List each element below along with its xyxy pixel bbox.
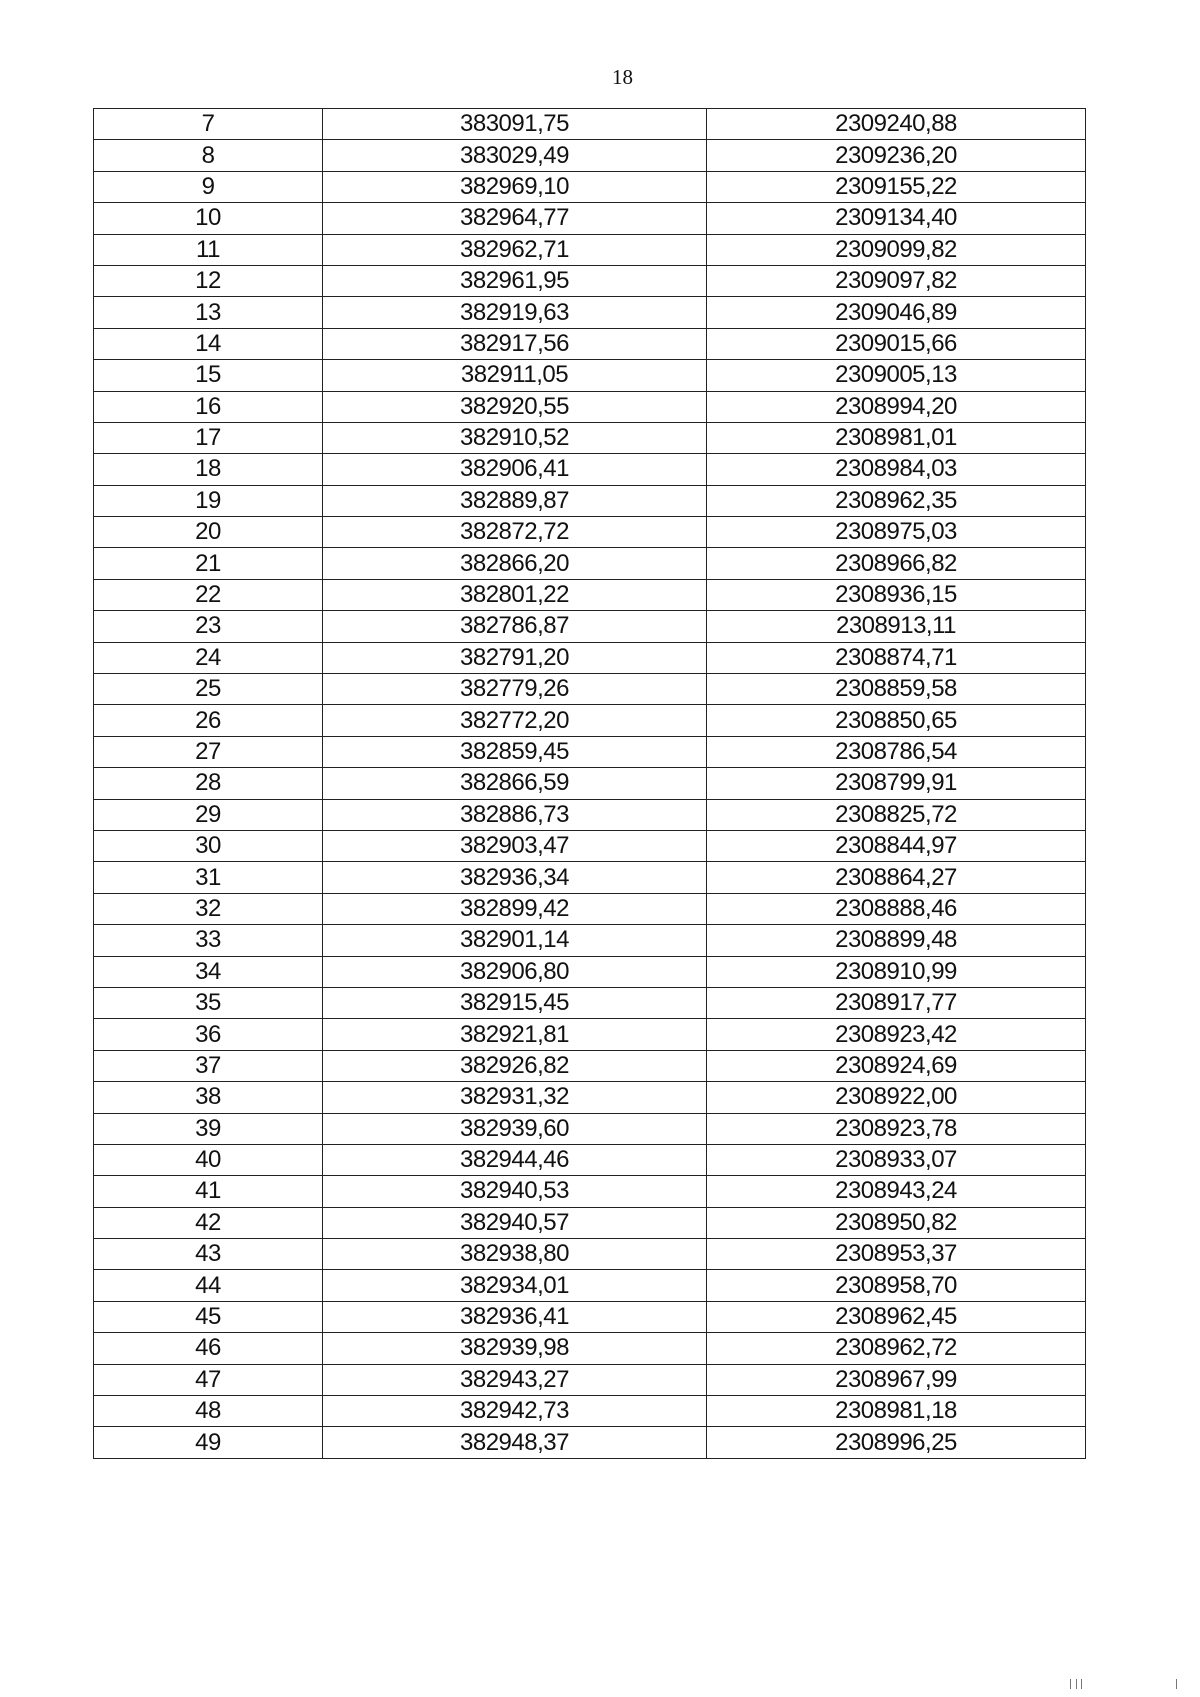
x-coordinate-cell: 382919,63 xyxy=(323,297,707,328)
table-row xyxy=(94,109,1086,140)
table-row xyxy=(94,548,1086,579)
table-row xyxy=(94,1019,1086,1050)
table-row xyxy=(94,297,1086,328)
x-coordinate-cell: 382791,20 xyxy=(323,642,707,673)
y-coordinate-cell: 2309236,20 xyxy=(707,140,1086,171)
point-number-cell: 42 xyxy=(94,1207,323,1238)
table-row xyxy=(94,485,1086,516)
x-coordinate-cell: 382906,41 xyxy=(323,454,707,485)
x-coordinate-cell: 382962,71 xyxy=(323,234,707,265)
x-coordinate-cell: 382901,14 xyxy=(323,925,707,956)
x-coordinate-cell: 383029,49 xyxy=(323,140,707,171)
y-coordinate-cell: 2308844,97 xyxy=(707,830,1086,861)
point-number-cell: 25 xyxy=(94,674,323,705)
x-coordinate-cell: 382886,73 xyxy=(323,799,707,830)
y-coordinate-cell: 2308981,01 xyxy=(707,422,1086,453)
point-number-cell: 22 xyxy=(94,579,323,610)
x-coordinate-cell: 382866,20 xyxy=(323,548,707,579)
table-row xyxy=(94,517,1086,548)
scan-artifact xyxy=(1081,1679,1082,1689)
table-row xyxy=(94,1207,1086,1238)
x-coordinate-cell: 382889,87 xyxy=(323,485,707,516)
x-coordinate-cell: 382915,45 xyxy=(323,987,707,1018)
point-number-cell: 31 xyxy=(94,862,323,893)
point-number-cell: 15 xyxy=(94,360,323,391)
table-row xyxy=(94,171,1086,202)
table-row xyxy=(94,1050,1086,1081)
x-coordinate-cell: 382934,01 xyxy=(323,1270,707,1301)
table-row xyxy=(94,956,1086,987)
y-coordinate-cell: 2309155,22 xyxy=(707,171,1086,202)
y-coordinate-cell: 2308958,70 xyxy=(707,1270,1086,1301)
scan-artifact xyxy=(1076,1679,1077,1689)
y-coordinate-cell: 2308936,15 xyxy=(707,579,1086,610)
point-number-cell: 20 xyxy=(94,517,323,548)
table-row xyxy=(94,454,1086,485)
x-coordinate-cell: 382903,47 xyxy=(323,830,707,861)
table-row xyxy=(94,799,1086,830)
x-coordinate-cell: 382938,80 xyxy=(323,1239,707,1270)
table-row xyxy=(94,674,1086,705)
y-coordinate-cell: 2308966,82 xyxy=(707,548,1086,579)
y-coordinate-cell: 2308850,65 xyxy=(707,705,1086,736)
y-coordinate-cell: 2308923,78 xyxy=(707,1113,1086,1144)
x-coordinate-cell: 382964,77 xyxy=(323,203,707,234)
point-number-cell: 27 xyxy=(94,736,323,767)
x-coordinate-cell: 382940,57 xyxy=(323,1207,707,1238)
x-coordinate-cell: 382899,42 xyxy=(323,893,707,924)
y-coordinate-cell: 2309046,89 xyxy=(707,297,1086,328)
x-coordinate-cell: 382910,52 xyxy=(323,422,707,453)
table-row xyxy=(94,391,1086,422)
point-number-cell: 32 xyxy=(94,893,323,924)
point-number-cell: 28 xyxy=(94,768,323,799)
point-number-cell: 18 xyxy=(94,454,323,485)
scan-artifact xyxy=(1176,1679,1177,1689)
point-number-cell: 26 xyxy=(94,705,323,736)
point-number-cell: 11 xyxy=(94,234,323,265)
y-coordinate-cell: 2308962,72 xyxy=(707,1333,1086,1364)
table-row xyxy=(94,768,1086,799)
x-coordinate-cell: 382801,22 xyxy=(323,579,707,610)
table-row xyxy=(94,1176,1086,1207)
point-number-cell: 19 xyxy=(94,485,323,516)
point-number-cell: 16 xyxy=(94,391,323,422)
point-number-cell: 48 xyxy=(94,1396,323,1427)
point-number-cell: 8 xyxy=(94,140,323,171)
x-coordinate-cell: 382936,41 xyxy=(323,1301,707,1332)
point-number-cell: 45 xyxy=(94,1301,323,1332)
x-coordinate-cell: 382969,10 xyxy=(323,171,707,202)
point-number-cell: 41 xyxy=(94,1176,323,1207)
point-number-cell: 36 xyxy=(94,1019,323,1050)
table-row xyxy=(94,1396,1086,1427)
y-coordinate-cell: 2308933,07 xyxy=(707,1144,1086,1175)
table-row xyxy=(94,234,1086,265)
x-coordinate-cell: 383091,75 xyxy=(323,109,707,140)
y-coordinate-cell: 2309134,40 xyxy=(707,203,1086,234)
x-coordinate-cell: 382911,05 xyxy=(323,360,707,391)
table-row xyxy=(94,611,1086,642)
point-number-cell: 13 xyxy=(94,297,323,328)
y-coordinate-cell: 2308888,46 xyxy=(707,893,1086,924)
x-coordinate-cell: 382859,45 xyxy=(323,736,707,767)
point-number-cell: 38 xyxy=(94,1082,323,1113)
table-row xyxy=(94,1082,1086,1113)
table-row xyxy=(94,1113,1086,1144)
table-row xyxy=(94,328,1086,359)
point-number-cell: 47 xyxy=(94,1364,323,1395)
point-number-cell: 35 xyxy=(94,987,323,1018)
table-row xyxy=(94,987,1086,1018)
y-coordinate-cell: 2308962,45 xyxy=(707,1301,1086,1332)
table-row xyxy=(94,1144,1086,1175)
y-coordinate-cell: 2308996,25 xyxy=(707,1427,1086,1458)
point-number-cell: 39 xyxy=(94,1113,323,1144)
y-coordinate-cell: 2308799,91 xyxy=(707,768,1086,799)
point-number-cell: 44 xyxy=(94,1270,323,1301)
page-number: 18 xyxy=(612,65,633,89)
y-coordinate-cell: 2308786,54 xyxy=(707,736,1086,767)
point-number-cell: 49 xyxy=(94,1427,323,1458)
x-coordinate-cell: 382961,95 xyxy=(323,265,707,296)
point-number-cell: 23 xyxy=(94,611,323,642)
point-number-cell: 24 xyxy=(94,642,323,673)
table-row xyxy=(94,1427,1086,1458)
x-coordinate-cell: 382786,87 xyxy=(323,611,707,642)
table-row xyxy=(94,736,1086,767)
point-number-cell: 9 xyxy=(94,171,323,202)
x-coordinate-cell: 382872,72 xyxy=(323,517,707,548)
point-number-cell: 21 xyxy=(94,548,323,579)
x-coordinate-cell: 382917,56 xyxy=(323,328,707,359)
point-number-cell: 12 xyxy=(94,265,323,296)
table-row xyxy=(94,1239,1086,1270)
x-coordinate-cell: 382921,81 xyxy=(323,1019,707,1050)
x-coordinate-cell: 382772,20 xyxy=(323,705,707,736)
table-row xyxy=(94,862,1086,893)
x-coordinate-cell: 382940,53 xyxy=(323,1176,707,1207)
y-coordinate-cell: 2308899,48 xyxy=(707,925,1086,956)
y-coordinate-cell: 2308984,03 xyxy=(707,454,1086,485)
y-coordinate-cell: 2309005,13 xyxy=(707,360,1086,391)
table-row xyxy=(94,203,1086,234)
table-row xyxy=(94,1270,1086,1301)
point-number-cell: 17 xyxy=(94,422,323,453)
table-row xyxy=(94,265,1086,296)
table-row xyxy=(94,830,1086,861)
x-coordinate-cell: 382939,60 xyxy=(323,1113,707,1144)
table-row xyxy=(94,422,1086,453)
table-row xyxy=(94,925,1086,956)
table-row xyxy=(94,705,1086,736)
y-coordinate-cell: 2309099,82 xyxy=(707,234,1086,265)
point-number-cell: 7 xyxy=(94,109,323,140)
y-coordinate-cell: 2308953,37 xyxy=(707,1239,1086,1270)
table-row xyxy=(94,1333,1086,1364)
x-coordinate-cell: 382943,27 xyxy=(323,1364,707,1395)
y-coordinate-cell: 2308874,71 xyxy=(707,642,1086,673)
point-number-cell: 14 xyxy=(94,328,323,359)
y-coordinate-cell: 2308917,77 xyxy=(707,987,1086,1018)
x-coordinate-cell: 382939,98 xyxy=(323,1333,707,1364)
y-coordinate-cell: 2308864,27 xyxy=(707,862,1086,893)
y-coordinate-cell: 2308825,72 xyxy=(707,799,1086,830)
coordinates-table xyxy=(93,108,1086,1459)
x-coordinate-cell: 382926,82 xyxy=(323,1050,707,1081)
table-row xyxy=(94,140,1086,171)
point-number-cell: 29 xyxy=(94,799,323,830)
table-row xyxy=(94,360,1086,391)
point-number-cell: 46 xyxy=(94,1333,323,1364)
point-number-cell: 37 xyxy=(94,1050,323,1081)
table-row xyxy=(94,1301,1086,1332)
y-coordinate-cell: 2308922,00 xyxy=(707,1082,1086,1113)
scan-artifact xyxy=(1070,1679,1071,1689)
y-coordinate-cell: 2309097,82 xyxy=(707,265,1086,296)
y-coordinate-cell: 2308981,18 xyxy=(707,1396,1086,1427)
y-coordinate-cell: 2308923,42 xyxy=(707,1019,1086,1050)
y-coordinate-cell: 2308910,99 xyxy=(707,956,1086,987)
x-coordinate-cell: 382936,34 xyxy=(323,862,707,893)
y-coordinate-cell: 2309240,88 xyxy=(707,109,1086,140)
x-coordinate-cell: 382948,37 xyxy=(323,1427,707,1458)
x-coordinate-cell: 382906,80 xyxy=(323,956,707,987)
x-coordinate-cell: 382866,59 xyxy=(323,768,707,799)
point-number-cell: 43 xyxy=(94,1239,323,1270)
table-row xyxy=(94,579,1086,610)
table-row xyxy=(94,1364,1086,1395)
y-coordinate-cell: 2308967,99 xyxy=(707,1364,1086,1395)
y-coordinate-cell: 2308943,24 xyxy=(707,1176,1086,1207)
x-coordinate-cell: 382942,73 xyxy=(323,1396,707,1427)
y-coordinate-cell: 2308950,82 xyxy=(707,1207,1086,1238)
point-number-cell: 10 xyxy=(94,203,323,234)
coordinates-table-body xyxy=(94,109,1086,1459)
point-number-cell: 30 xyxy=(94,830,323,861)
y-coordinate-cell: 2308924,69 xyxy=(707,1050,1086,1081)
y-coordinate-cell: 2308994,20 xyxy=(707,391,1086,422)
y-coordinate-cell: 2308913,11 xyxy=(707,611,1086,642)
table-row xyxy=(94,642,1086,673)
y-coordinate-cell: 2308975,03 xyxy=(707,517,1086,548)
y-coordinate-cell: 2309015,66 xyxy=(707,328,1086,359)
y-coordinate-cell: 2308859,58 xyxy=(707,674,1086,705)
point-number-cell: 33 xyxy=(94,925,323,956)
x-coordinate-cell: 382931,32 xyxy=(323,1082,707,1113)
table-row xyxy=(94,893,1086,924)
x-coordinate-cell: 382944,46 xyxy=(323,1144,707,1175)
y-coordinate-cell: 2308962,35 xyxy=(707,485,1086,516)
point-number-cell: 34 xyxy=(94,956,323,987)
x-coordinate-cell: 382920,55 xyxy=(323,391,707,422)
x-coordinate-cell: 382779,26 xyxy=(323,674,707,705)
point-number-cell: 40 xyxy=(94,1144,323,1175)
